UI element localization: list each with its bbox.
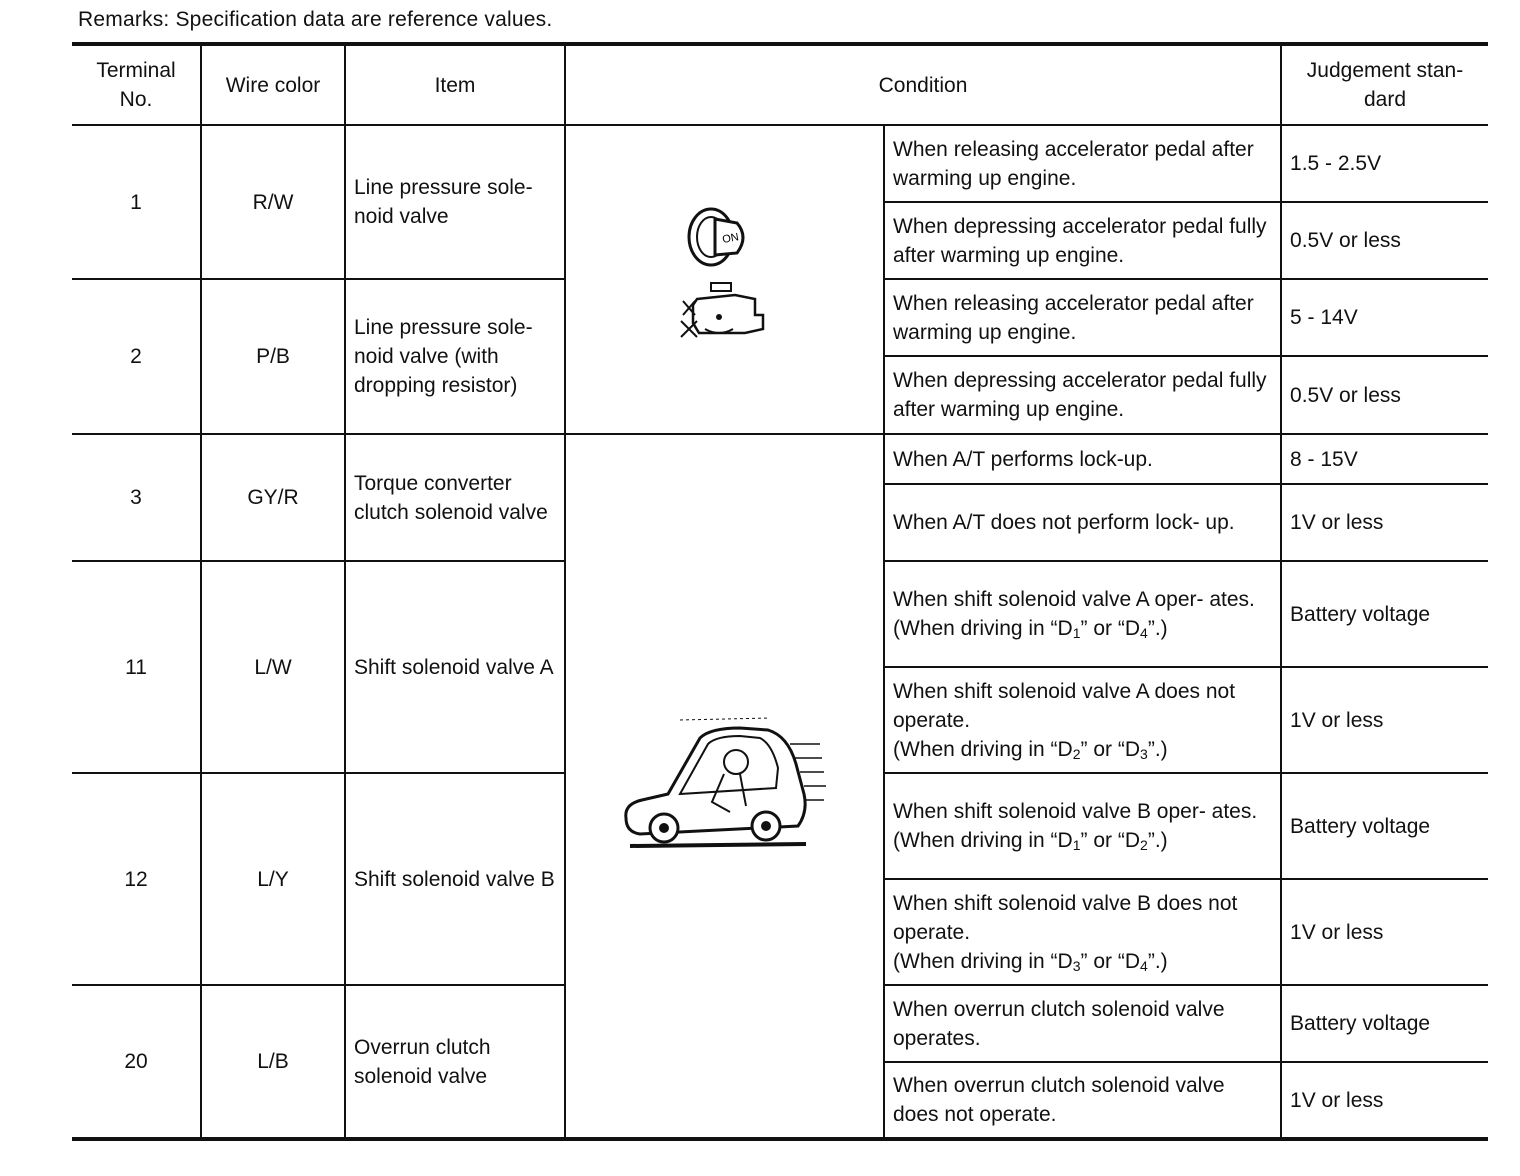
judgement-value: Battery voltage: [1281, 985, 1488, 1062]
header-terminal: Terminal No.: [72, 44, 201, 125]
ignition-on-label: ON: [720, 230, 740, 246]
item-name: Shift solenoid valve A: [345, 561, 565, 773]
header-condition: Condition: [565, 44, 1281, 125]
table-row: [72, 434, 1488, 484]
condition-text: [884, 773, 1281, 879]
driving-range: (When driving in “$D_2$” or “$D_3$”.): [893, 737, 1168, 762]
condition-text: When A/T does not perform lock- up.: [884, 484, 1281, 561]
wire-color: GY/R: [201, 434, 345, 561]
header-judgement: Judgement stan- dard: [1281, 44, 1488, 125]
item-name: Line pressure sole- noid valve: [345, 125, 565, 279]
judgement-value: 5 - 14V: [1281, 279, 1488, 356]
judgement-value: 1.5 - 2.5V: [1281, 125, 1488, 202]
condition-text: When releasing accelerator pedal after warming up engine.: [884, 279, 1281, 356]
judgement-value: 1V or less: [1281, 879, 1488, 985]
remarks-note: Remarks: Specification data are reference values.: [78, 8, 553, 31]
judgement-value: 1V or less: [1281, 484, 1488, 561]
terminal-no: 11: [72, 561, 201, 773]
condition-text: When overrun clutch solenoid valve does not operate.: [884, 1062, 1281, 1139]
terminal-no: 2: [72, 279, 201, 434]
wire-color: L/B: [201, 985, 345, 1139]
driving-range: (When driving in “$D_1$” or “$D_4$”.): [893, 617, 1168, 641]
terminal-no: 12: [72, 773, 201, 985]
judgement-value: 1V or less: [1281, 667, 1488, 773]
driving-icon-cell: [565, 434, 884, 1139]
item-name: Shift solenoid valve B: [345, 773, 565, 985]
condition-text: When depressing accelerator pedal fully after warming up engine.: [884, 202, 1281, 279]
car-driving-icon: [620, 716, 830, 856]
condition-text: When depressing accelerator pedal fully after warming up engine.: [884, 356, 1281, 434]
wire-color: P/B: [201, 279, 345, 434]
judgement-value: 0.5V or less: [1281, 202, 1488, 279]
terminal-no: 3: [72, 434, 201, 561]
header-item: Item: [345, 44, 565, 125]
condition-text: [884, 561, 1281, 667]
engine-running-icon: [681, 283, 763, 337]
driving-range: (When driving in “$D_1$” or “$D_2$”.): [893, 829, 1168, 853]
condition-text: When overrun clutch solenoid valve operates.: [884, 985, 1281, 1062]
condition-main: When shift solenoid valve A oper- ates.: [893, 588, 1255, 611]
driving-range: (When driving in “$D_3$” or “$D_4$”.): [893, 949, 1168, 974]
judgement-value: 1V or less: [1281, 1062, 1488, 1139]
wire-color: L/W: [201, 561, 345, 773]
judgement-value: Battery voltage: [1281, 561, 1488, 667]
wire-color: R/W: [201, 125, 345, 279]
judgement-value: Battery voltage: [1281, 773, 1488, 879]
condition-text: When A/T performs lock-up.: [884, 434, 1281, 484]
ignition-key-on-icon: [675, 205, 775, 355]
terminal-no: 1: [72, 125, 201, 279]
judgement-value: 8 - 15V: [1281, 434, 1488, 484]
condition-text: When releasing accelerator pedal after warming up engine.: [884, 125, 1281, 202]
item-name: Line pressure sole- noid valve (with dropping resistor): [345, 279, 565, 434]
condition-text: [884, 667, 1281, 773]
condition-main: When shift solenoid valve B oper- ates.: [893, 800, 1258, 823]
wire-color: L/Y: [201, 773, 345, 985]
condition-main: When shift solenoid valve A does not operate.: [893, 679, 1236, 732]
table-row: [72, 125, 1488, 202]
judgement-value: 0.5V or less: [1281, 356, 1488, 434]
condition-text: [884, 879, 1281, 985]
condition-main: When shift solenoid valve B does not operate.: [893, 891, 1238, 944]
item-name: Overrun clutch solenoid valve: [345, 985, 565, 1139]
terminal-spec-table: [72, 42, 1488, 1141]
header-wire-color: Wire color: [201, 44, 345, 125]
table-header-row: [72, 44, 1488, 125]
item-name: Torque converter clutch solenoid valve: [345, 434, 565, 561]
terminal-no: 20: [72, 985, 201, 1139]
ignition-engine-icon-cell: [565, 125, 884, 434]
